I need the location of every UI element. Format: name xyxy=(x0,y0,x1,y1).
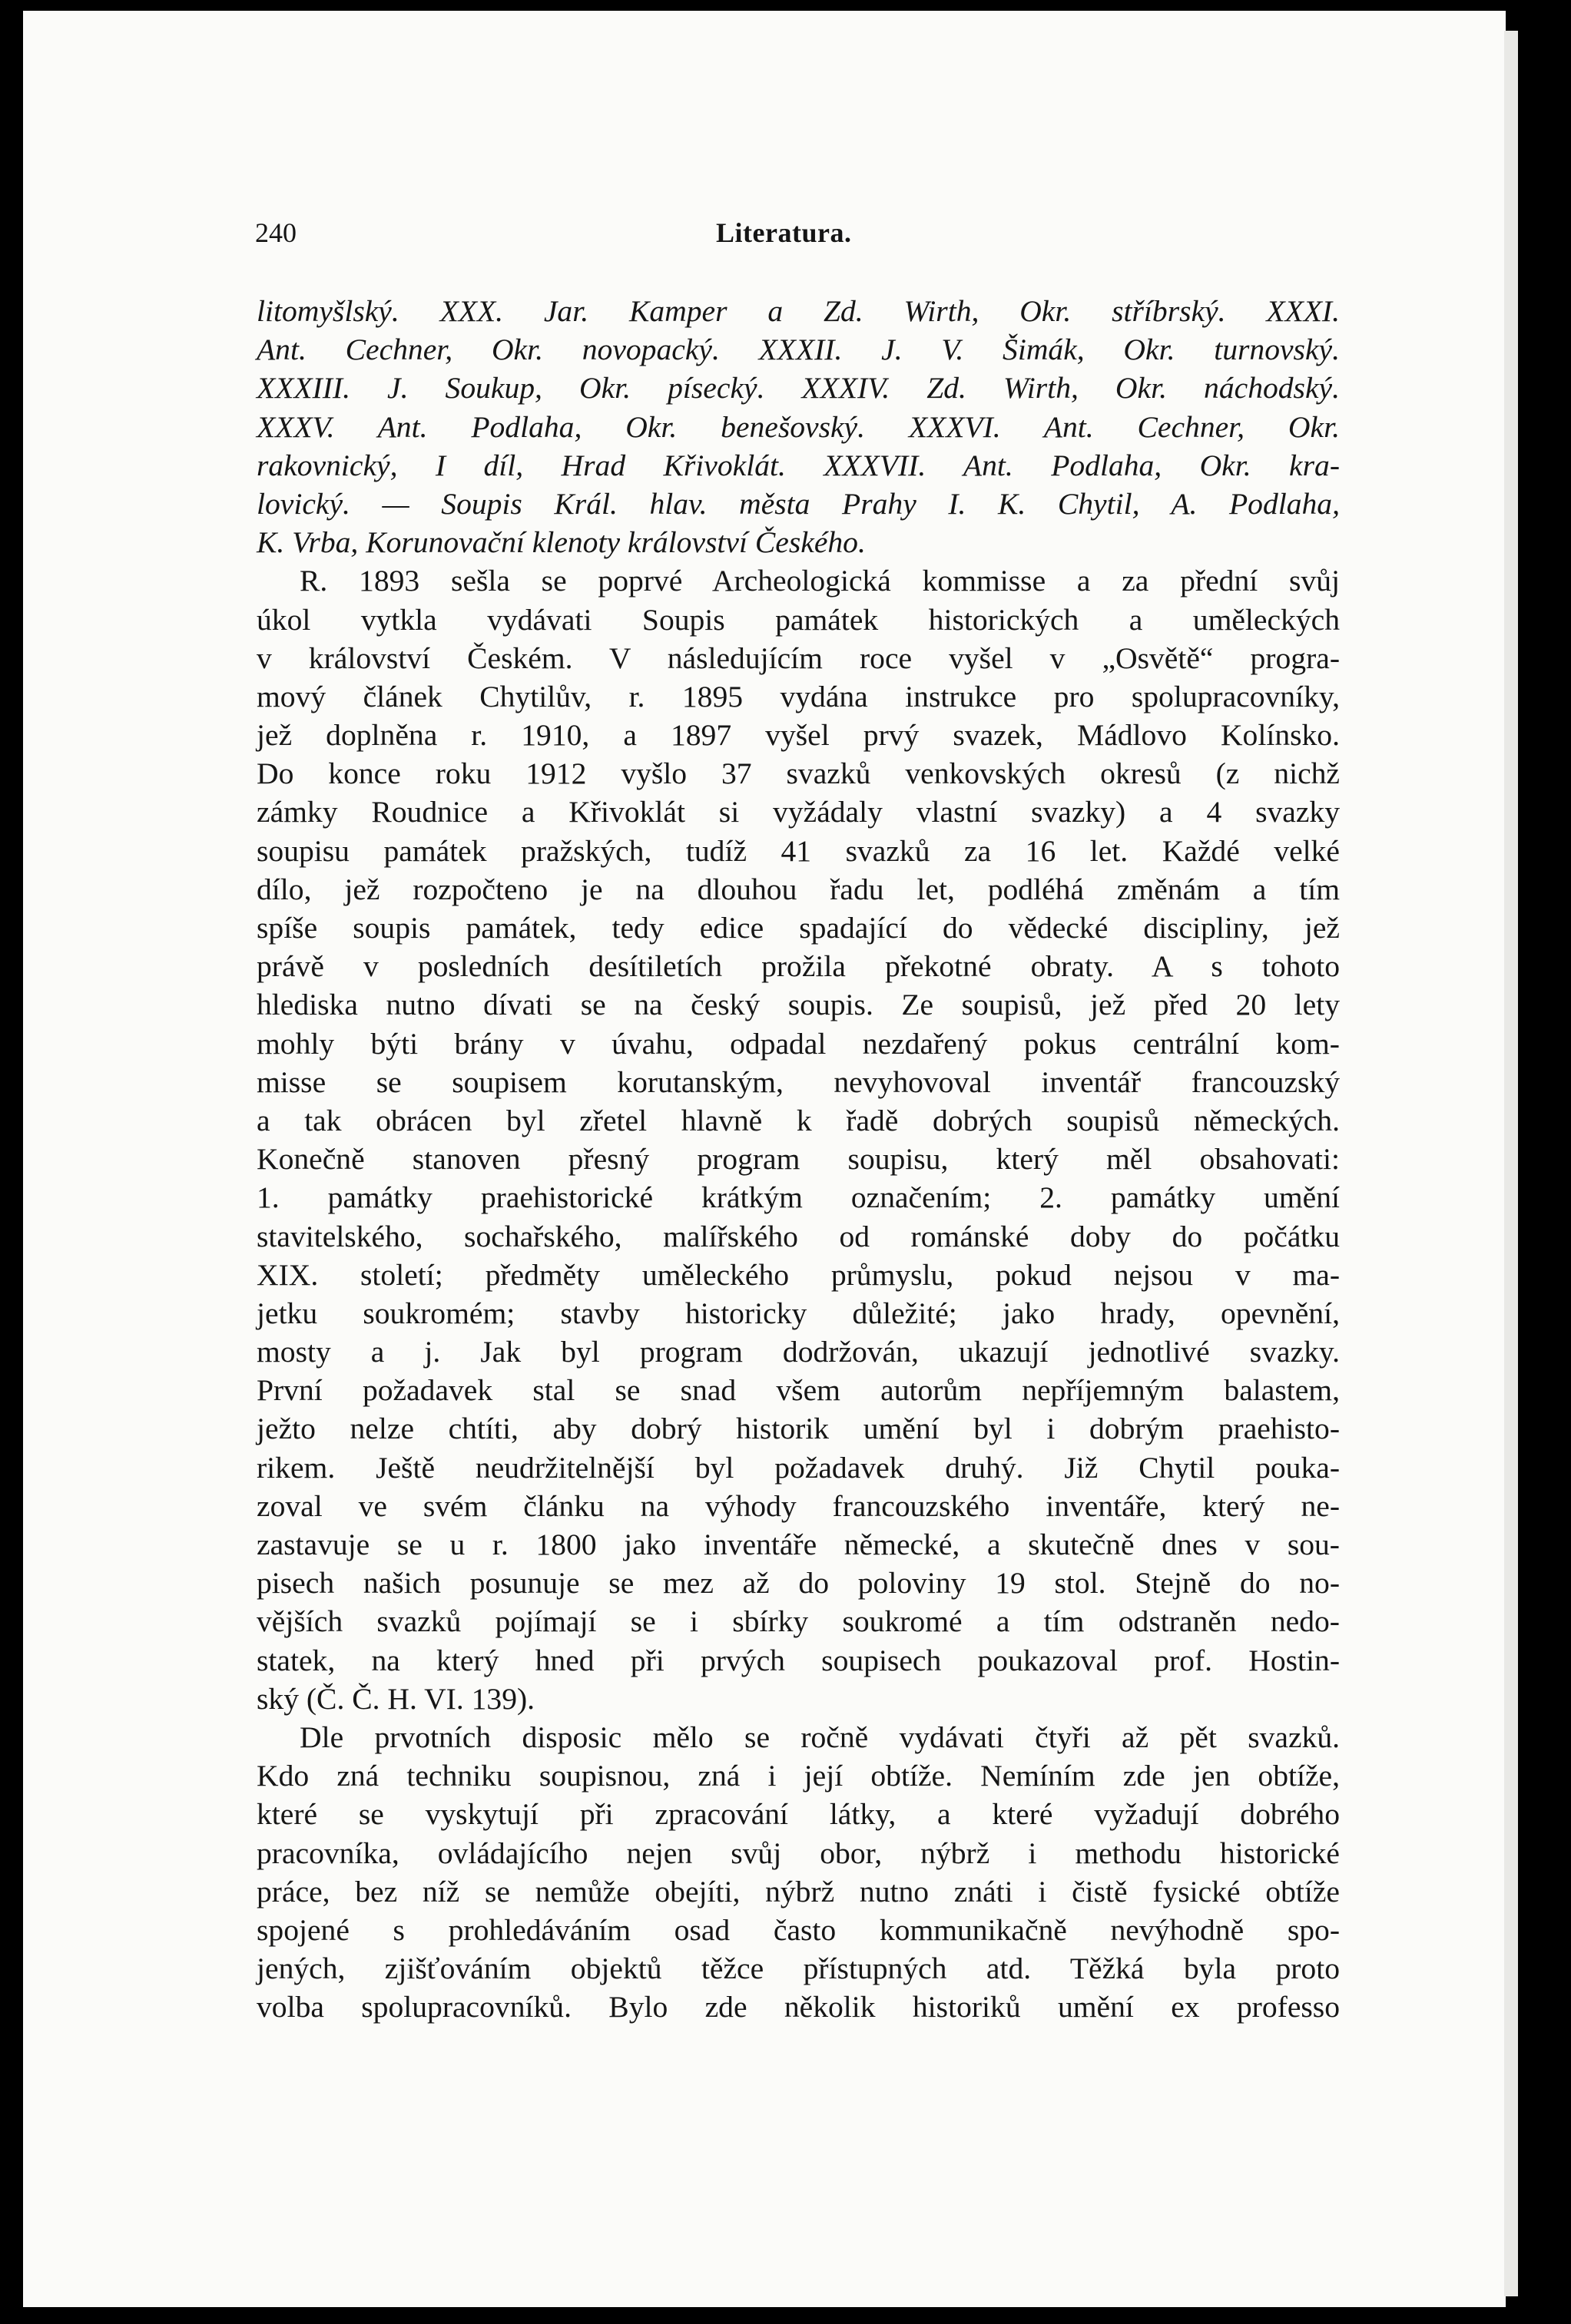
text-line: které se vyskytují při zpracování látky, a které vyžadují dobrého xyxy=(257,1797,1340,1832)
text-line: lovický. — Soupis Král. hlav. města Prahy I. K. Chytil, A. Podlaha, xyxy=(257,486,1340,521)
section-title: Literatura. xyxy=(716,217,852,248)
text-line: a tak obrácen byl zřetel hlavně k řadě dobrých soupisů německých. xyxy=(257,1103,1340,1137)
text-line: rakovnický, I díl, Hrad Křivoklát. XXXVII. Ant. Podlaha, Okr. kra- xyxy=(257,448,1340,482)
text-line: mový článek Chytilův, r. 1895 vydána instrukce pro spolupracovníky, xyxy=(257,679,1340,713)
body-text xyxy=(257,292,1340,2026)
text-line: XIX. století; předměty uměleckého průmyslu, pokud nejsou v ma- xyxy=(257,1257,1340,1292)
text-line: spíše soupis památek, tedy edice spadající do vědecké discipliny, jež xyxy=(257,911,1340,945)
text-line: Dle prvotních disposic mělo se ročně vydávati čtyři až pět svazků. xyxy=(300,1720,1340,1754)
text-line: ježto nelze chtíti, aby dobrý historik umění byl i dobrým praehisto- xyxy=(257,1412,1340,1446)
text-line: První požadavek stal se snad všem autorům nepříjemným balastem, xyxy=(257,1373,1340,1408)
text-line: 1. památky praehistorické krátkým označením; 2. památky umění xyxy=(257,1180,1340,1215)
text-line: zámky Roudnice a Křivoklát si vyžádaly vlastní svazky) a 4 svazky xyxy=(257,795,1340,829)
text-line: K. Vrba, Korunovační klenoty království Českého. xyxy=(257,525,866,560)
text-line: soupisu památek pražských, tudíž 41 svazků za 16 let. Každé velké xyxy=(257,833,1340,868)
page-number: 240 xyxy=(255,217,297,248)
text-line: úkol vytkla vydávati Soupis památek historických a uměleckých xyxy=(257,602,1340,637)
text-line: Ant. Cechner, Okr. novopacký. XXXII. J. V. Šimák, Okr. turnovský. xyxy=(257,333,1340,367)
text-line: v království Českém. V následujícím roce vyšel v „Osvětě“ progra- xyxy=(257,641,1340,675)
text-line: litomyšlský. XXX. Jar. Kamper a Zd. Wirth, Okr. stříbrský. XXXI. xyxy=(257,294,1340,328)
text-line: XXXIII. J. Soukup, Okr. písecký. XXXIV. Zd. Wirth, Okr. náchodský. xyxy=(257,371,1340,406)
text-line: zastavuje se u r. 1800 jako inventáře německé, a skutečně dnes v sou- xyxy=(257,1528,1340,1561)
text-line: pracovníka, ovládajícího nejen svůj obor, nýbrž i methodu historické xyxy=(257,1836,1340,1870)
text-line: XXXV. Ant. Podlaha, Okr. benešovský. XXXVI. Ant. Cechner, Okr. xyxy=(257,409,1340,444)
page-edge xyxy=(1504,31,1518,2296)
text-line: misse se soupisem korutanským, nevyhovoval inventář francouzský xyxy=(257,1064,1340,1099)
text-line: mohly býti brány v úvahu, odpadal nezdařený pokus centrální kom- xyxy=(257,1026,1340,1061)
text-line: ský (Č. Č. H. VI. 139). xyxy=(257,1681,535,1716)
text-line: dílo, jež rozpočteno je na dlouhou řadu let, podléhá změnám a tím xyxy=(257,872,1340,906)
text-line: právě v posledních desítiletích prožila překotné obraty. A s tohoto xyxy=(257,949,1340,984)
running-head xyxy=(255,217,1338,263)
text-line: práce, bez níž se nemůže obejíti, nýbrž nutno znáti i čistě fysické obtíže xyxy=(257,1874,1340,1909)
text-line: Konečně stanoven přesný program soupisu, který měl obsahovati: xyxy=(257,1142,1340,1177)
text-line: jež doplněna r. 1910, a 1897 vyšel prvý svazek, Mádlovo Kolínsko. xyxy=(257,718,1340,753)
text-line: Do konce roku 1912 vyšlo 37 svazků venkovských okresů (z nichž xyxy=(257,756,1340,791)
text-line: vějších svazků pojímají se i sbírky soukromé a tím odstraněn nedo- xyxy=(257,1604,1340,1639)
text-line: zoval ve svém článku na výhody francouzského inventáře, který ne- xyxy=(257,1488,1340,1523)
text-line: stavitelského, sochařského, malířského od románské doby do počátku xyxy=(257,1219,1340,1253)
text-line: rikem. Ještě neudržitelnější byl požadavek druhý. Již Chytil pouka- xyxy=(257,1450,1340,1485)
text-line: hlediska nutno dívati se na český soupis. Ze soupisů, jež před 20 lety xyxy=(257,988,1340,1022)
text-line: R. 1893 sešla se poprvé Archeologická kommisse a za přední svůj xyxy=(300,564,1340,598)
text-line: spojené s prohledáváním osad často kommunikačně nevýhodně spo- xyxy=(257,1912,1340,1947)
text-line: volba spolupracovníků. Bylo zde několik historiků umění ex professo xyxy=(257,1990,1340,2024)
text-line: pisech našich posunuje se mez až do poloviny 19 stol. Stejně do no- xyxy=(257,1566,1340,1601)
text-line: mosty a j. Jak byl program dodržován, ukazují jednotlivé svazky. xyxy=(257,1335,1340,1369)
text-line: statek, na který hned při prvých soupisech poukazoval prof. Hostin- xyxy=(257,1643,1340,1677)
text-line: Kdo zná techniku soupisnou, zná i její obtíže. Nemíním zde jen obtíže, xyxy=(257,1759,1340,1793)
text-line: jených, zjišťováním objektů těžce přístupných atd. Těžká byla proto xyxy=(257,1952,1340,1986)
text-line: jetku soukromém; stavby historicky důležité; jako hrady, opevnění, xyxy=(257,1296,1340,1330)
